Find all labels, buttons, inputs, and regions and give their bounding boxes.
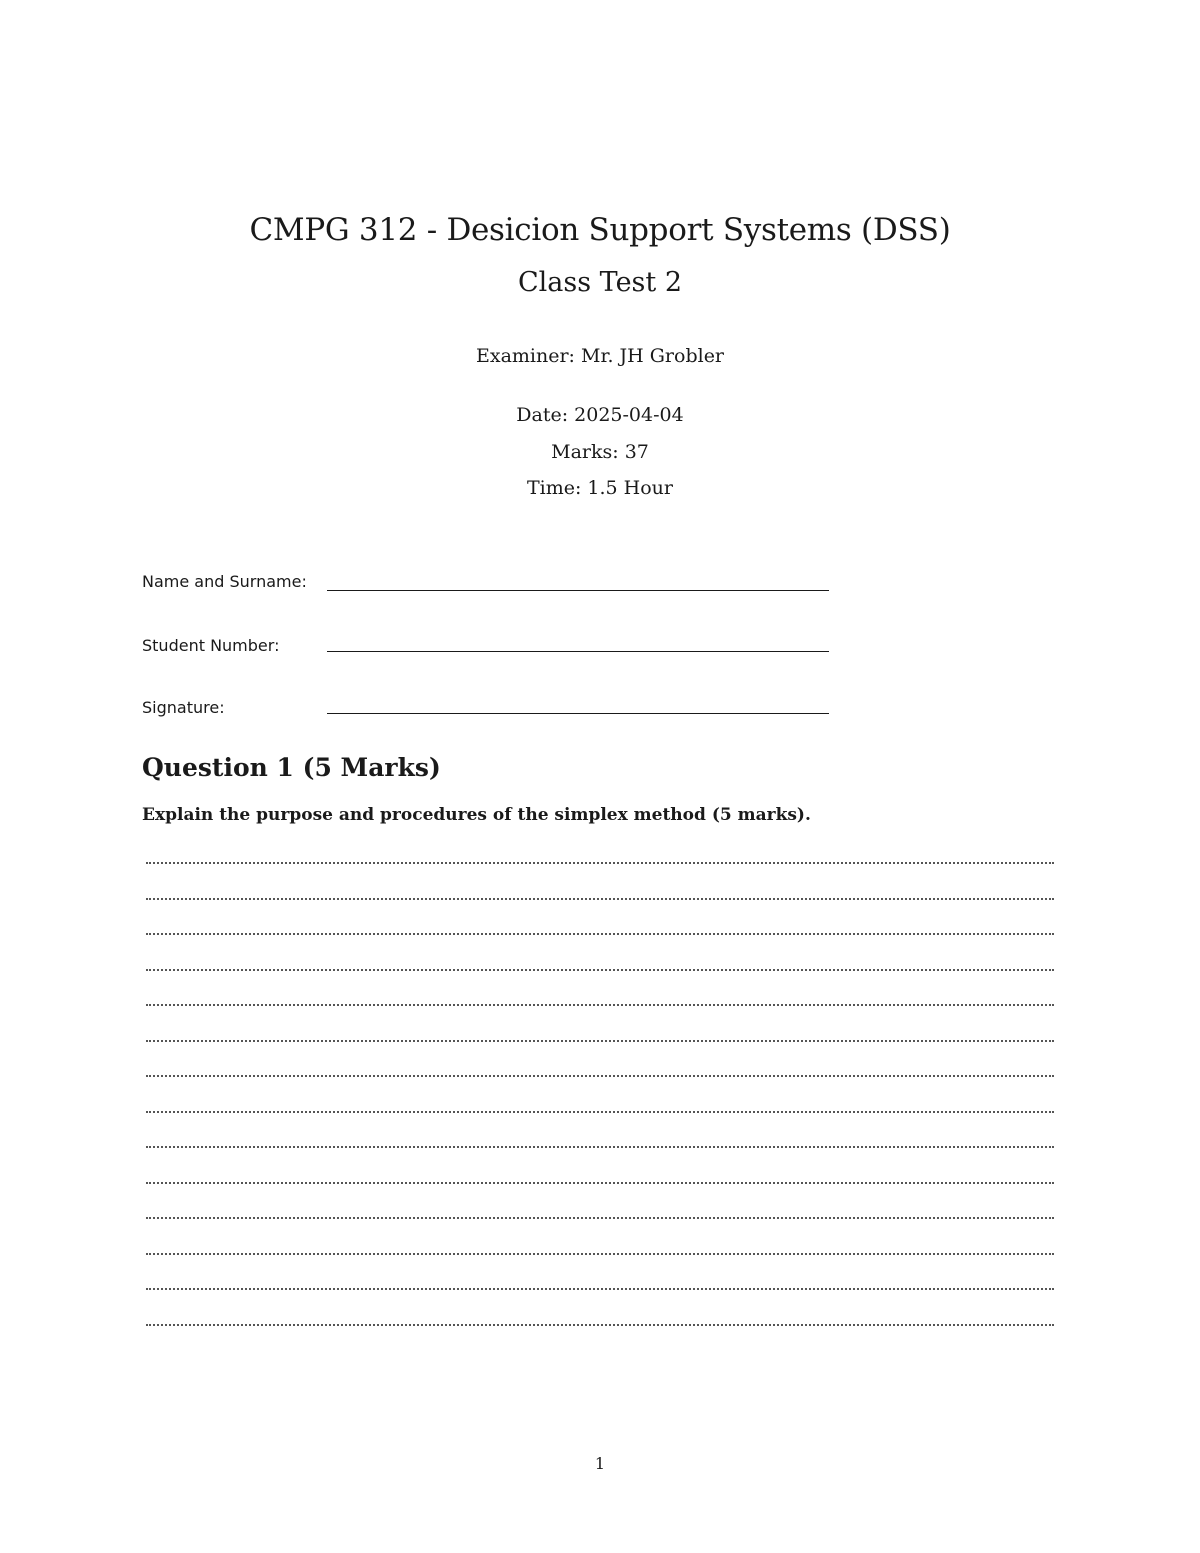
question-1-prompt: Explain the purpose and procedures of the simplex method (5 marks).	[142, 805, 811, 825]
name-surname-line[interactable]	[327, 590, 829, 591]
examiner-line: Examiner: Mr. JH Grobler	[475, 345, 725, 367]
answer-line[interactable]	[146, 1253, 1054, 1255]
answer-line[interactable]	[146, 1288, 1054, 1290]
answer-line[interactable]	[146, 1040, 1054, 1042]
signature-line[interactable]	[327, 713, 829, 714]
answer-line[interactable]	[146, 1182, 1054, 1184]
name-surname-label: Name and Surname:	[142, 572, 307, 591]
answer-line[interactable]	[146, 933, 1054, 935]
signature-label: Signature:	[142, 698, 225, 717]
answer-line[interactable]	[146, 969, 1054, 971]
answer-line[interactable]	[146, 1324, 1054, 1326]
question-1-heading: Question 1 (5 Marks)	[142, 753, 441, 782]
course-title: CMPG 312 - Desicion Support Systems (DSS)	[249, 212, 951, 248]
answer-line[interactable]	[146, 1146, 1054, 1148]
answer-line[interactable]	[146, 1075, 1054, 1077]
student-number-line[interactable]	[327, 651, 829, 652]
page-number: 1	[594, 1454, 606, 1473]
answer-line[interactable]	[146, 862, 1054, 864]
student-number-label: Student Number:	[142, 636, 280, 655]
test-title: Class Test 2	[517, 267, 683, 298]
answer-line[interactable]	[146, 1111, 1054, 1113]
answer-line[interactable]	[146, 898, 1054, 900]
marks-line: Marks: 37	[551, 441, 649, 463]
date-line: Date: 2025-04-04	[516, 404, 684, 426]
answer-line[interactable]	[146, 1004, 1054, 1006]
time-line: Time: 1.5 Hour	[526, 477, 674, 499]
answer-line[interactable]	[146, 1217, 1054, 1219]
